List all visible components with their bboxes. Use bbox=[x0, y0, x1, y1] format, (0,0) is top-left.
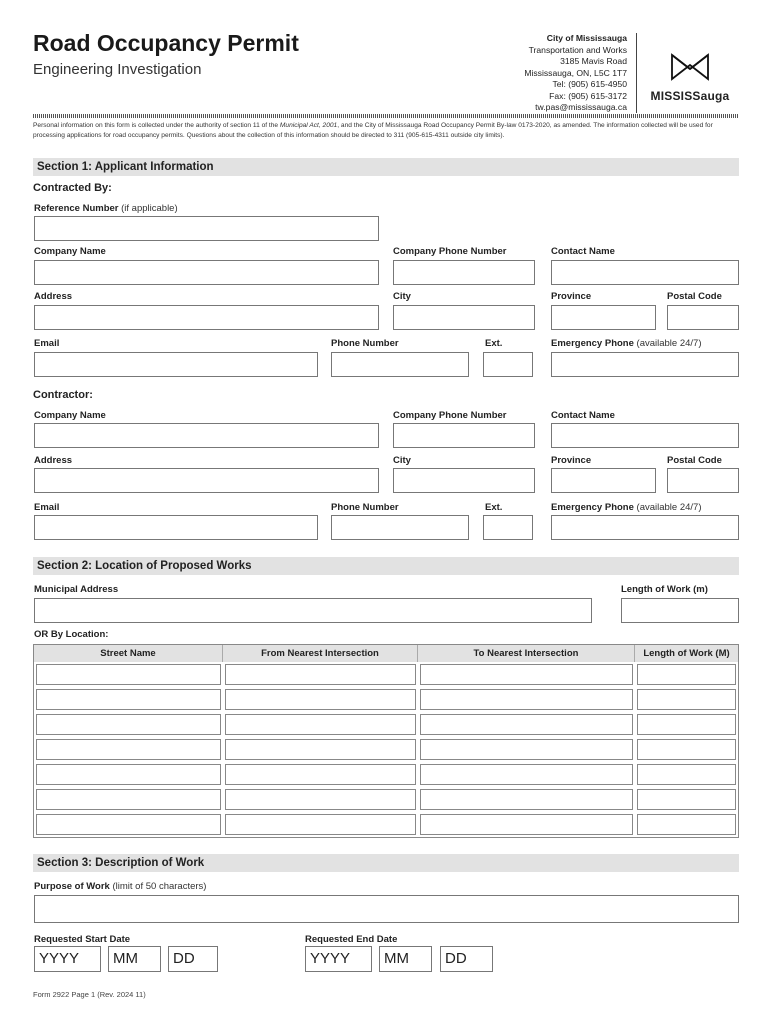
street-name-input[interactable] bbox=[36, 689, 221, 710]
address-label: Address bbox=[34, 291, 73, 302]
contractor-heading: Contractor: bbox=[33, 389, 93, 401]
street-name-cell bbox=[34, 737, 223, 762]
purpose-of-work-input[interactable] bbox=[34, 895, 739, 923]
dept-name: Transportation and Works bbox=[528, 44, 627, 55]
length-input[interactable] bbox=[637, 714, 736, 735]
street-name-cell bbox=[34, 762, 223, 787]
length-input[interactable] bbox=[637, 664, 736, 685]
length-cell bbox=[635, 762, 738, 787]
form-footer: Form 2922 Page 1 (Rev. 2024 11) bbox=[33, 990, 146, 999]
from-intersection-input[interactable] bbox=[225, 739, 416, 760]
from-intersection-input[interactable] bbox=[225, 714, 416, 735]
phone-number-label: Phone Number bbox=[331, 338, 399, 349]
to-intersection-cell bbox=[418, 737, 635, 762]
length-cell bbox=[635, 712, 738, 737]
location-table-header bbox=[34, 645, 738, 662]
phone-number-input[interactable] bbox=[331, 352, 469, 377]
location-row bbox=[34, 812, 738, 837]
tel-number: Tel: (905) 615-4950 bbox=[552, 79, 627, 89]
length-input[interactable] bbox=[637, 764, 736, 785]
length-input[interactable] bbox=[637, 814, 736, 835]
ext-label: Ext. bbox=[485, 338, 503, 349]
header-rule bbox=[33, 114, 739, 118]
street-name-cell bbox=[34, 787, 223, 812]
contractor-company-name-input[interactable] bbox=[34, 423, 379, 448]
municipal-address-input[interactable] bbox=[34, 598, 592, 623]
section2-heading: Section 2: Location of Proposed Works bbox=[33, 557, 739, 575]
from-intersection-cell bbox=[223, 712, 418, 737]
city-input[interactable] bbox=[393, 305, 535, 330]
contractor-postal-code-label: Postal Code bbox=[667, 455, 722, 466]
from-intersection-input[interactable] bbox=[225, 764, 416, 785]
contractor-ext-label: Ext. bbox=[485, 502, 503, 513]
header-divider bbox=[636, 33, 637, 113]
contractor-phone-number-input[interactable] bbox=[331, 515, 469, 540]
end-day-input[interactable]: DD bbox=[440, 946, 493, 972]
to-intersection-input[interactable] bbox=[420, 789, 633, 810]
from-intersection-input[interactable] bbox=[225, 664, 416, 685]
to-intersection-input[interactable] bbox=[420, 814, 633, 835]
start-month-input[interactable]: MM bbox=[108, 946, 161, 972]
from-intersection-cell bbox=[223, 662, 418, 687]
location-row bbox=[34, 762, 738, 787]
from-intersection-cell bbox=[223, 812, 418, 837]
contractor-company-phone-label: Company Phone Number bbox=[393, 410, 507, 421]
from-intersection-input[interactable] bbox=[225, 689, 416, 710]
contact-email: tw.pas@mississauga.ca bbox=[535, 102, 627, 112]
end-year-input[interactable]: YYYY bbox=[305, 946, 372, 972]
emergency-phone-label: Emergency Phone (available 24/7) bbox=[551, 338, 702, 349]
location-row bbox=[34, 787, 738, 812]
contractor-email-label: Email bbox=[34, 502, 60, 513]
contractor-contact-name-input[interactable] bbox=[551, 423, 739, 448]
to-intersection-input[interactable] bbox=[420, 689, 633, 710]
length-cell bbox=[635, 737, 738, 762]
contractor-phone-number-label: Phone Number bbox=[331, 502, 399, 513]
street-name-cell bbox=[34, 812, 223, 837]
location-row bbox=[34, 712, 738, 737]
street-address: 3185 Mavis Road bbox=[560, 56, 627, 66]
or-by-location-label: OR By Location: bbox=[34, 629, 109, 640]
length-input[interactable] bbox=[637, 689, 736, 710]
from-intersection-cell bbox=[223, 687, 418, 712]
to-intersection-input[interactable] bbox=[420, 764, 633, 785]
mississauga-logo-icon bbox=[645, 52, 735, 82]
contractor-postal-code-input[interactable] bbox=[667, 468, 739, 493]
company-phone-input[interactable] bbox=[393, 260, 535, 285]
form-title: Road Occupancy Permit bbox=[33, 30, 299, 56]
location-table bbox=[33, 644, 739, 838]
city-address-block bbox=[524, 33, 627, 114]
org-name: City of Mississauga bbox=[546, 33, 627, 43]
street-name-input[interactable] bbox=[36, 814, 221, 835]
contractor-company-name-label: Company Name bbox=[34, 410, 106, 421]
contractor-emergency-phone-input[interactable] bbox=[551, 515, 739, 540]
logo-wordmark: MISSISSauga bbox=[650, 89, 730, 103]
street-name-input[interactable] bbox=[36, 789, 221, 810]
length-cell bbox=[635, 687, 738, 712]
postal-code-input[interactable] bbox=[667, 305, 739, 330]
email-input[interactable] bbox=[34, 352, 318, 377]
length-of-work-label: Length of Work (m) bbox=[621, 584, 708, 595]
street-name-cell bbox=[34, 712, 223, 737]
to-intersection-cell bbox=[418, 812, 635, 837]
to-intersection-cell bbox=[418, 762, 635, 787]
form-subtitle: Engineering Investigation bbox=[33, 61, 202, 78]
contractor-address-input[interactable] bbox=[34, 468, 379, 493]
street-name-input[interactable] bbox=[36, 714, 221, 735]
start-date-label: Requested Start Date bbox=[34, 934, 131, 945]
length-cell bbox=[635, 812, 738, 837]
postal-code-label: Postal Code bbox=[667, 291, 722, 302]
start-day-input[interactable]: DD bbox=[168, 946, 218, 972]
to-intersection-cell bbox=[418, 787, 635, 812]
contractor-province-label: Province bbox=[551, 455, 592, 466]
from-intersection-input[interactable] bbox=[225, 789, 416, 810]
city-label: City bbox=[393, 291, 411, 302]
contact-name-label: Contact Name bbox=[551, 246, 615, 257]
municipal-address-label: Municipal Address bbox=[34, 584, 119, 595]
company-phone-label: Company Phone Number bbox=[393, 246, 507, 257]
col-to-intersection: To Nearest Intersection bbox=[418, 645, 635, 662]
contractor-city-label: City bbox=[393, 455, 411, 466]
to-intersection-input[interactable] bbox=[420, 714, 633, 735]
col-from-intersection: From Nearest Intersection bbox=[223, 645, 418, 662]
from-intersection-input[interactable] bbox=[225, 814, 416, 835]
to-intersection-cell bbox=[418, 662, 635, 687]
mississauga-logo bbox=[645, 52, 735, 103]
contractor-address-label: Address bbox=[34, 455, 73, 466]
length-cell bbox=[635, 662, 738, 687]
purpose-of-work-label: Purpose of Work (limit of 50 characters) bbox=[34, 881, 207, 892]
contractor-company-phone-input[interactable] bbox=[393, 423, 535, 448]
start-year-input[interactable]: YYYY bbox=[34, 946, 101, 972]
contact-name-input[interactable] bbox=[551, 260, 739, 285]
length-input[interactable] bbox=[637, 789, 736, 810]
emergency-phone-input[interactable] bbox=[551, 352, 739, 377]
ext-input[interactable] bbox=[483, 352, 533, 377]
street-name-cell bbox=[34, 687, 223, 712]
address-input[interactable] bbox=[34, 305, 379, 330]
to-intersection-input[interactable] bbox=[420, 739, 633, 760]
contractor-province-input[interactable] bbox=[551, 468, 656, 493]
contractor-city-input[interactable] bbox=[393, 468, 535, 493]
privacy-notice: Personal information on this form is collected under the authority of section 11 of the Municipal Act, 2001, and the City of Mississauga Road Occupancy Permit By-law 0173-2020, as amended. The information collected will be used for processing applications for road occupancy permits. Questions about the collection of this information should be directed to 311 (905-615-4311 outside city limits). bbox=[33, 122, 713, 139]
reference-number-input[interactable] bbox=[34, 216, 379, 241]
street-name-input[interactable] bbox=[36, 664, 221, 685]
province-input[interactable] bbox=[551, 305, 656, 330]
contractor-emergency-phone-label: Emergency Phone (available 24/7) bbox=[551, 502, 702, 513]
location-row bbox=[34, 737, 738, 762]
from-intersection-cell bbox=[223, 787, 418, 812]
contractor-ext-input[interactable] bbox=[483, 515, 533, 540]
to-intersection-input[interactable] bbox=[420, 664, 633, 685]
col-length-of-work: Length of Work (M) bbox=[635, 645, 738, 662]
from-intersection-cell bbox=[223, 737, 418, 762]
col-street-name: Street Name bbox=[34, 645, 223, 662]
section1-heading: Section 1: Applicant Information bbox=[33, 158, 739, 176]
city-postal: Mississauga, ON, L5C 1T7 bbox=[524, 67, 627, 78]
to-intersection-cell bbox=[418, 712, 635, 737]
street-name-input[interactable] bbox=[36, 739, 221, 760]
from-intersection-cell bbox=[223, 762, 418, 787]
contractor-email-input[interactable] bbox=[34, 515, 318, 540]
street-name-cell bbox=[34, 662, 223, 687]
company-name-label: Company Name bbox=[34, 246, 106, 257]
email-label: Email bbox=[34, 338, 60, 349]
length-cell bbox=[635, 787, 738, 812]
province-label: Province bbox=[551, 291, 592, 302]
reference-number-label: Reference Number (if applicable) bbox=[34, 203, 178, 214]
street-name-input[interactable] bbox=[36, 764, 221, 785]
contracted-by-heading: Contracted By: bbox=[33, 182, 112, 194]
length-of-work-input[interactable] bbox=[621, 598, 739, 623]
fax-number: Fax: (905) 615-3172 bbox=[549, 90, 627, 101]
section3-heading: Section 3: Description of Work bbox=[33, 854, 739, 872]
location-row bbox=[34, 687, 738, 712]
contractor-contact-name-label: Contact Name bbox=[551, 410, 615, 421]
location-row bbox=[34, 662, 738, 687]
length-input[interactable] bbox=[637, 739, 736, 760]
end-date-label: Requested End Date bbox=[305, 934, 398, 945]
company-name-input[interactable] bbox=[34, 260, 379, 285]
to-intersection-cell bbox=[418, 687, 635, 712]
end-month-input[interactable]: MM bbox=[379, 946, 432, 972]
